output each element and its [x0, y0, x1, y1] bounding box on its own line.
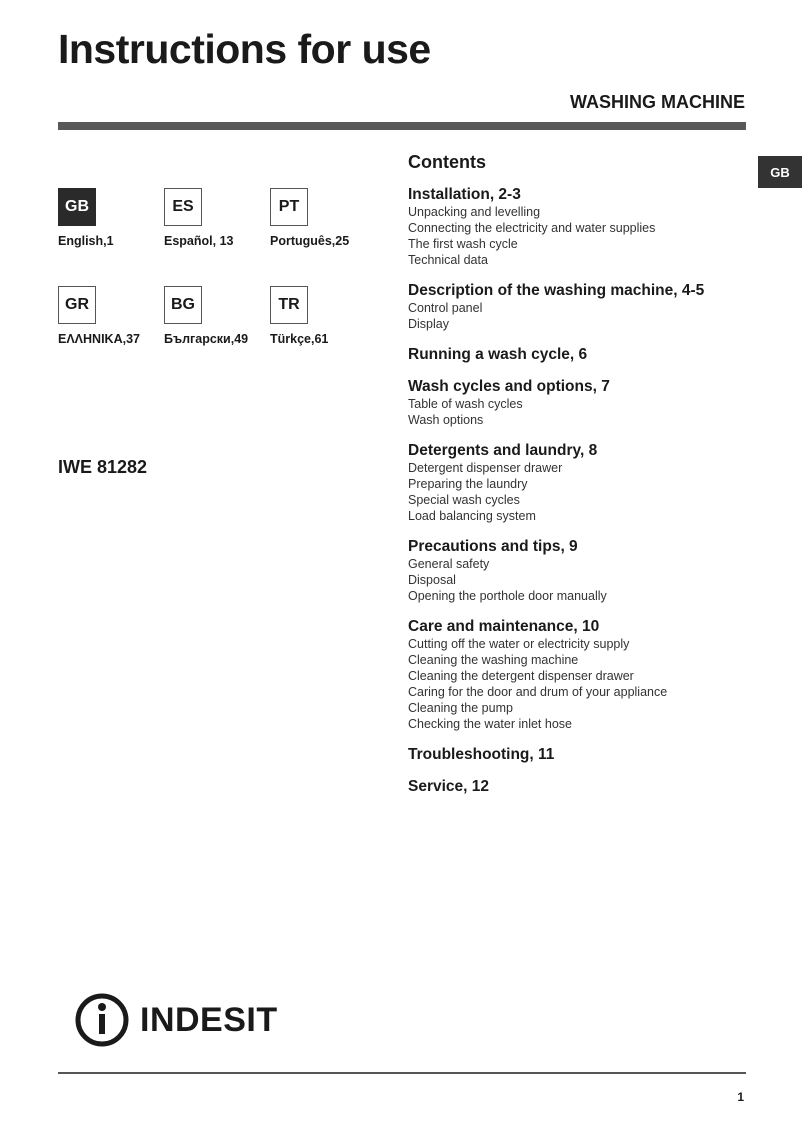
toc-item[interactable]: Connecting the electricity and water supplies [408, 221, 656, 235]
page-title: Instructions for use [58, 26, 431, 72]
language-label: ΕΛΛΗΝΙΚΑ,37 [58, 332, 140, 346]
toc-section-title[interactable]: Running a wash cycle, 6 [408, 346, 588, 363]
toc-section-title[interactable]: Installation, 2-3 [408, 186, 521, 203]
toc-section [408, 346, 758, 364]
toc-section [408, 746, 758, 764]
toc-section-title[interactable]: Detergents and laundry, 8 [408, 442, 598, 459]
indesit-logo-icon [74, 992, 130, 1048]
toc-item[interactable]: Control panel [408, 301, 483, 315]
toc-item[interactable]: Special wash cycles [408, 493, 520, 507]
language-bg[interactable] [164, 286, 274, 346]
toc-section [408, 378, 758, 428]
header-rule [58, 122, 746, 130]
language-code-box: TR [270, 286, 308, 324]
language-code-box: ES [164, 188, 202, 226]
footer-rule [58, 1072, 746, 1074]
toc-item[interactable]: Cleaning the detergent dispenser drawer [408, 669, 634, 683]
toc-item[interactable]: Wash options [408, 413, 484, 427]
language-code-box: BG [164, 286, 202, 324]
language-side-tab: GB [758, 156, 802, 188]
toc-item[interactable]: Technical data [408, 253, 488, 267]
toc-section [408, 442, 758, 524]
language-label: Български,49 [164, 332, 249, 346]
language-label: Türkçe,61 [270, 332, 329, 346]
language-label: Español, 13 [164, 234, 234, 248]
toc-section [408, 186, 758, 268]
language-code-box: GR [58, 286, 96, 324]
model-number: IWE 81282 [58, 457, 148, 477]
toc-item[interactable]: Load balancing system [408, 509, 536, 523]
toc-section-title[interactable]: Precautions and tips, 9 [408, 538, 578, 555]
language-gr[interactable] [58, 286, 168, 346]
toc-section [408, 778, 758, 796]
language-gb[interactable] [58, 188, 168, 248]
toc-section-title[interactable]: Wash cycles and options, 7 [408, 378, 610, 395]
language-label: Português,25 [270, 234, 350, 248]
contents-heading: Contents [408, 152, 486, 172]
toc-item[interactable]: Display [408, 317, 449, 331]
language-tr[interactable] [270, 286, 380, 346]
language-grid [58, 188, 388, 358]
toc-item[interactable]: Detergent dispenser drawer [408, 461, 563, 475]
toc-section [408, 538, 758, 604]
toc-section [408, 618, 758, 732]
table-of-contents [408, 152, 758, 810]
toc-item[interactable]: Cleaning the pump [408, 701, 513, 715]
toc-item[interactable]: Disposal [408, 573, 456, 587]
brand-name: INDESIT [140, 1000, 278, 1039]
toc-item[interactable]: Table of wash cycles [408, 397, 523, 411]
toc-item[interactable]: Caring for the door and drum of your appliance [408, 685, 668, 699]
toc-item[interactable]: Cutting off the water or electricity supply [408, 637, 630, 651]
brand-logo [74, 992, 278, 1048]
toc-item[interactable]: Preparing the laundry [408, 477, 528, 491]
toc-section-title[interactable]: Troubleshooting, 11 [408, 746, 555, 763]
toc-section-title[interactable]: Service, 12 [408, 778, 490, 795]
toc-item[interactable]: Checking the water inlet hose [408, 717, 572, 731]
toc-item[interactable]: Opening the porthole door manually [408, 589, 607, 603]
language-code-box: GB [58, 188, 96, 226]
toc-item[interactable]: Unpacking and levelling [408, 205, 541, 219]
language-es[interactable] [164, 188, 274, 248]
toc-section-title[interactable]: Care and maintenance, 10 [408, 618, 600, 635]
toc-item[interactable]: Cleaning the washing machine [408, 653, 579, 667]
language-pt[interactable] [270, 188, 380, 248]
toc-section-title[interactable]: Description of the washing machine, 4-5 [408, 282, 705, 299]
page-number: 1 [737, 1090, 744, 1104]
toc-item[interactable]: General safety [408, 557, 490, 571]
product-type: WASHING MACHINE [570, 92, 745, 112]
language-label: English,1 [58, 234, 114, 248]
toc-item[interactable]: The first wash cycle [408, 237, 518, 251]
language-code-box: PT [270, 188, 308, 226]
toc-section [408, 282, 758, 332]
